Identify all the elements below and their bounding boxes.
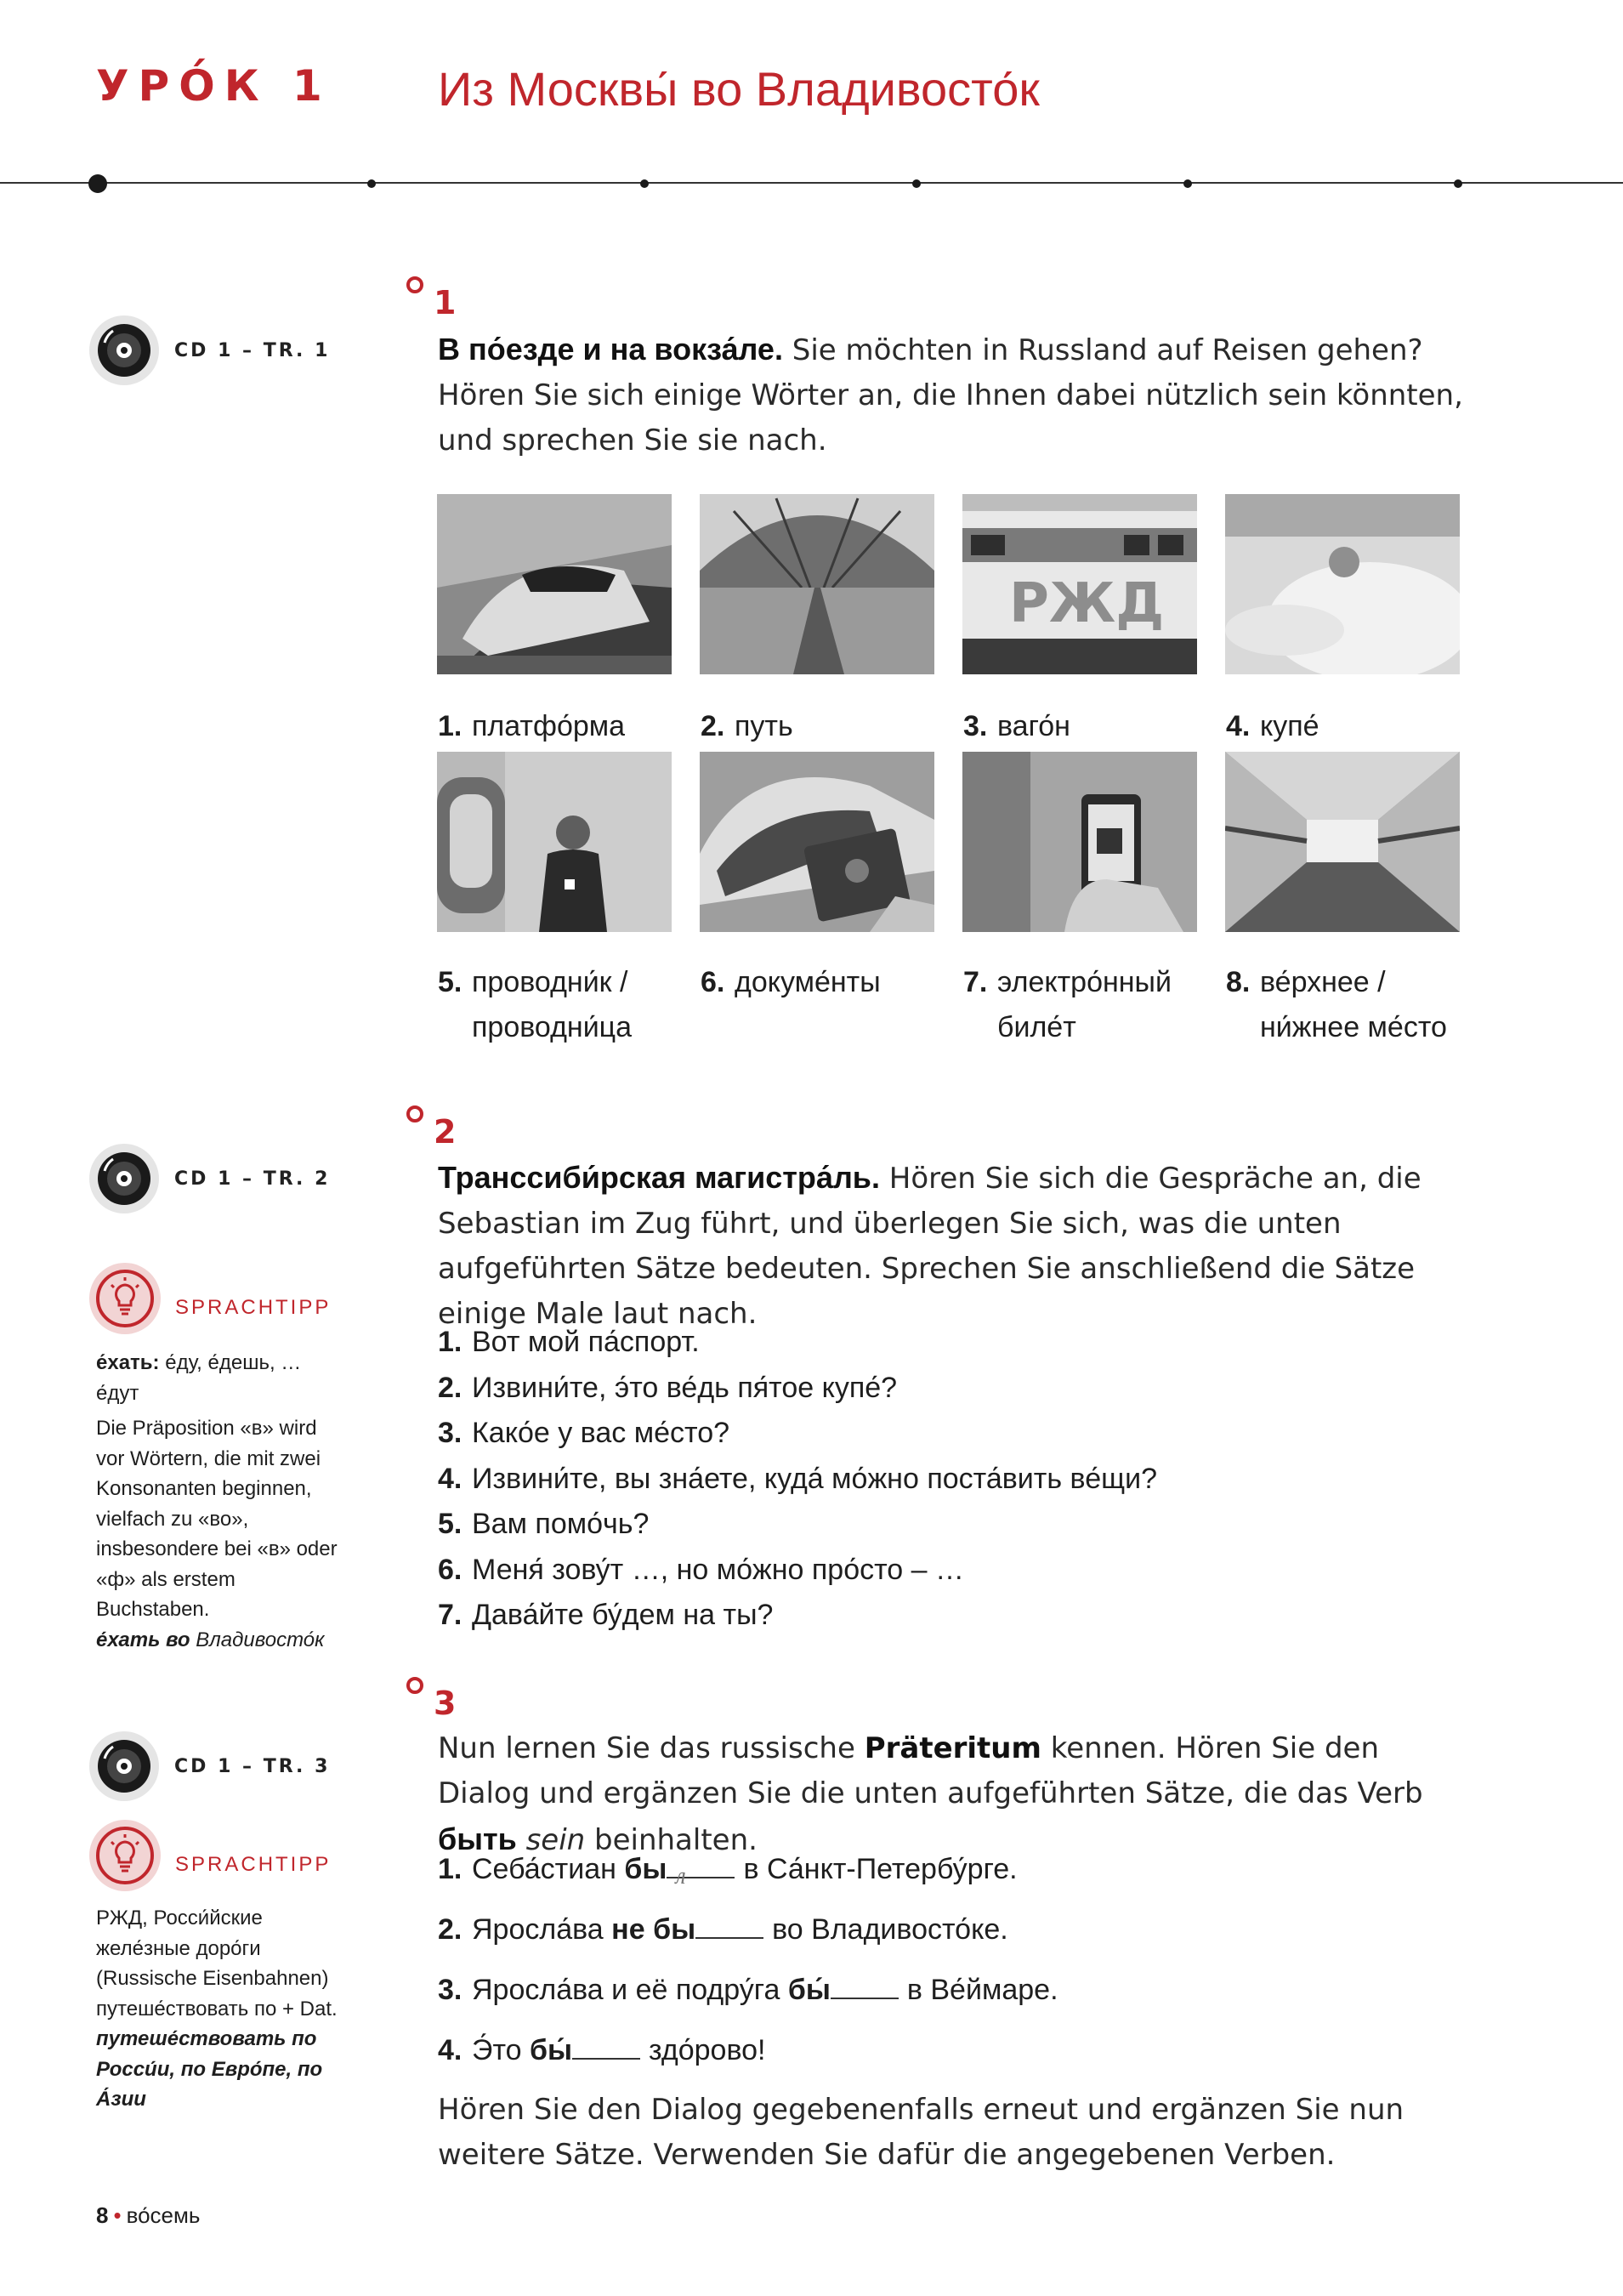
timeline-dot: [640, 179, 649, 188]
exercise-2-heading: Транссиби́рская магистра́ль.: [438, 1160, 880, 1195]
gap-post: в Са́нкт-Петербу́рге.: [743, 1853, 1018, 1885]
sentence-text: Вот мой па́спорт.: [472, 1326, 700, 1358]
cd-icon: [89, 1731, 159, 1801]
sprachtipp-1-text: [96, 1348, 343, 1655]
item-number: 5.: [438, 1508, 462, 1540]
page-number: 8: [96, 2202, 109, 2228]
item-word: путь: [735, 710, 793, 742]
photo-platform: [437, 494, 672, 674]
item-number: 5.: [438, 966, 462, 998]
exercise-1-heading: В по́езде и на вокза́ле.: [438, 332, 783, 367]
item-word: проводни́к /: [472, 966, 628, 998]
exercise-number: 1: [434, 284, 457, 321]
exercise-ring-icon: [406, 1677, 423, 1694]
sentence-text: Меня́ зову́т …, но мо́жно про́сто – …: [472, 1553, 965, 1586]
vocab-item-4: [1226, 704, 1319, 749]
item-word: электро́нный: [997, 966, 1172, 998]
item-number: 4.: [438, 2034, 462, 2066]
sentence-item: [438, 1457, 1157, 1503]
gap-post: во Владивосто́ке.: [772, 1913, 1008, 1946]
sentence-item: [438, 1502, 1157, 1548]
vocab-item-7: [963, 960, 1172, 1050]
item-number: 2.: [438, 1913, 462, 1946]
vocab-item-5: [438, 960, 632, 1050]
photo-conductor: [437, 752, 672, 932]
sentence-text: Извини́те, э́то ве́дь пя́тое купе́?: [472, 1371, 898, 1404]
item-number: 6.: [438, 1553, 462, 1586]
gap-pre: Э́то: [472, 2034, 522, 2066]
gap-stem: бы́: [530, 2034, 573, 2066]
item-number: 1.: [438, 1853, 462, 1885]
item-word: купе́: [1260, 710, 1319, 742]
lesson-label: УРО́К 1: [96, 61, 332, 111]
gap-pre: Себа́стиан: [472, 1853, 616, 1885]
tip-example-pre: е́хать: [96, 1628, 161, 1651]
svg-text:РЖД: РЖД: [1009, 572, 1165, 635]
sprachtipp-1: [89, 1263, 331, 1334]
sprachtipp-label: SPRACHTIPP: [175, 1853, 332, 1876]
photo-track: [700, 494, 934, 674]
item-word-line2: проводни́ца: [472, 1011, 633, 1043]
vocab-item-6: [701, 960, 881, 1005]
sprachtipp-2: [89, 1820, 331, 1891]
item-number: 3.: [438, 1974, 462, 2006]
page-number-word: во́семь: [126, 2202, 201, 2228]
track-label: CD 1 – TR. 1: [174, 339, 331, 361]
tip2-line1: РЖД, Росси́йские желе́зные доро́ги: [96, 1907, 263, 1960]
sentence-text: Дава́йте бу́дем на ты?: [472, 1599, 774, 1631]
timeline-dot: [1454, 179, 1462, 188]
photo-wagon: [962, 494, 1197, 674]
text-verb-gloss: sein: [525, 1823, 586, 1857]
gap-item: [438, 1960, 1058, 2020]
sentence-text: Како́е у вас ме́сто?: [472, 1417, 730, 1449]
audio-track-3[interactable]: [89, 1731, 330, 1801]
gap-blank[interactable]: [667, 1853, 735, 1890]
gap-fill: л: [675, 1863, 686, 1890]
sprachtipp-label: SPRACHTIPP: [175, 1296, 332, 1319]
text-segment: beinhalten.: [594, 1823, 758, 1857]
track-label: CD 1 – TR. 3: [174, 1755, 331, 1777]
item-number: 3.: [963, 710, 988, 742]
item-number: 3.: [438, 1417, 462, 1449]
tip-verb: е́хать:: [96, 1351, 160, 1374]
tip-explanation: Die Präposition «в» wird vor Wörtern, die mit zwei Konsonanten beginnen, vielfach zu «во», insbesondere bei «в» oder «ф» als erstem Buchstaben.: [96, 1417, 338, 1621]
gap-blank[interactable]: [572, 2034, 640, 2060]
photo-documents: [700, 752, 934, 932]
page-title: Из Москвы́ во Владивосто́к: [438, 62, 1040, 116]
sentence-item: [438, 1320, 1157, 1366]
exercise-ring-icon: [406, 276, 423, 293]
text-bold-term: Präteritum: [864, 1731, 1041, 1765]
sentence-text: Извини́те, вы зна́ете, куда́ мо́жно поста́вить ве́щи?: [472, 1462, 1157, 1495]
timeline-line: [0, 182, 1623, 184]
cd-icon: [89, 315, 159, 385]
exercise-2-marker: [406, 1105, 457, 1151]
photo-compartment: [1225, 494, 1460, 674]
sentence-text: Вам помо́чь?: [472, 1508, 650, 1540]
gap-blank[interactable]: [831, 1974, 899, 1999]
gap-item: [438, 1839, 1058, 1900]
item-number: 2.: [438, 1371, 462, 1404]
tip-example-post: Владивосто́к: [196, 1628, 325, 1651]
photo-e-ticket: [962, 752, 1197, 932]
exercise-3-marker: [406, 1677, 457, 1722]
gap-item: [438, 2020, 1058, 2081]
cd-icon: [89, 1144, 159, 1213]
footer-bullet-icon: •: [113, 2202, 122, 2228]
sprachtipp-2-text: [96, 1903, 343, 2115]
tip2-line2: (Russische Eisenbahnen): [96, 1967, 329, 1990]
item-word: докуме́нты: [735, 966, 881, 998]
item-word: платфо́рма: [472, 710, 626, 742]
gap-post: здо́рово!: [649, 2034, 766, 2066]
audio-track-1[interactable]: [89, 315, 330, 385]
progress-timeline: [0, 174, 1623, 191]
vocab-item-1: [438, 704, 625, 749]
lightbulb-icon: [89, 1263, 161, 1334]
sentence-item: [438, 1366, 1157, 1412]
vocab-item-8: [1226, 960, 1447, 1050]
exercise-3-closing: Hören Sie den Dialog gegebenenfalls erneut und ergänzen Sie nun weitere Sätze. Verwenden Sie dafür die angegebenen Verben.: [438, 2093, 1405, 2172]
exercise-2-sentences: [438, 1320, 1157, 1639]
item-word-line2: ни́жнее ме́сто: [1260, 1011, 1447, 1043]
gap-stem: бы́: [787, 1974, 831, 2006]
exercise-ring-icon: [406, 1105, 423, 1122]
item-word: ве́рхнее /: [1260, 966, 1386, 998]
exercise-2-instructions: [438, 1155, 1471, 1337]
item-number: 2.: [701, 710, 725, 742]
tip-example-bold: во: [166, 1628, 190, 1651]
tip2-line3: путеше́ствовать по + Dat.: [96, 1997, 338, 2020]
sentence-item: [438, 1411, 1157, 1457]
item-word: ваго́н: [997, 710, 1070, 742]
track-label: CD 1 – TR. 2: [174, 1168, 331, 1190]
vocab-item-3: [963, 704, 1070, 749]
text-verb: быть: [438, 1821, 517, 1856]
gap-blank[interactable]: [695, 1913, 763, 1939]
item-word-line2: биле́т: [997, 1011, 1076, 1043]
timeline-dot: [912, 179, 921, 188]
text-segment: kennen. Hören Sie den Dialog und ergänzen Sie die unten aufgeführten Sätze, die das Verb: [438, 1731, 1423, 1810]
page-footer: [96, 2202, 200, 2229]
exercise-1-instructions: [438, 327, 1471, 463]
gap-item: [438, 1900, 1058, 1960]
sentence-item: [438, 1548, 1157, 1594]
gap-pre: Яросла́ва и её подру́га: [472, 1974, 780, 2006]
item-number: 6.: [701, 966, 725, 998]
exercise-1-text: Sie möchten in Russland auf Reisen gehen? Hören Sie sich einige Wörter an, die Ihnen dabei nützlich sein könnten, und sprechen Sie sie nach.: [438, 333, 1463, 457]
item-number: 1.: [438, 1326, 462, 1358]
tip-verb-forms: е́ду, е́дешь, … е́дут: [96, 1351, 302, 1405]
vocab-item-2: [701, 704, 793, 749]
tip2-line4: путеше́ствовать по Росси́и, по Евро́пе, по А́зии: [96, 2027, 323, 2111]
exercise-number: 2: [434, 1113, 457, 1151]
gap-post: в Ве́ймаре.: [906, 1974, 1058, 2006]
item-number: 7.: [963, 966, 988, 998]
gap-stem: не бы: [611, 1913, 696, 1946]
gap-stem: бы: [624, 1853, 667, 1885]
item-number: 4.: [438, 1462, 462, 1495]
timeline-dot: [367, 179, 376, 188]
sentence-item: [438, 1593, 1157, 1639]
photo-berth: [1225, 752, 1460, 932]
exercise-number: 3: [434, 1685, 457, 1722]
gap-pre: Яросла́ва: [472, 1913, 604, 1946]
timeline-dot: [1183, 179, 1192, 188]
exercise-3-gaps: [438, 1839, 1058, 2081]
exercise-2-text: Hören Sie sich die Gespräche an, die Sebastian im Zug führt, und überlegen Sie sich, was die unten aufgeführten Sätze bedeuten. Sprechen Sie anschließend die Sätze einige Male laut nach.: [438, 1162, 1422, 1331]
item-number: 4.: [1226, 710, 1251, 742]
item-number: 7.: [438, 1599, 462, 1631]
item-number: 1.: [438, 710, 462, 742]
item-number: 8.: [1226, 966, 1251, 998]
timeline-current-dot: [88, 174, 107, 193]
audio-track-2[interactable]: [89, 1144, 330, 1213]
lightbulb-icon: [89, 1820, 161, 1891]
exercise-1-marker: [406, 276, 456, 319]
text-segment: Nun lernen Sie das russische: [438, 1731, 855, 1765]
